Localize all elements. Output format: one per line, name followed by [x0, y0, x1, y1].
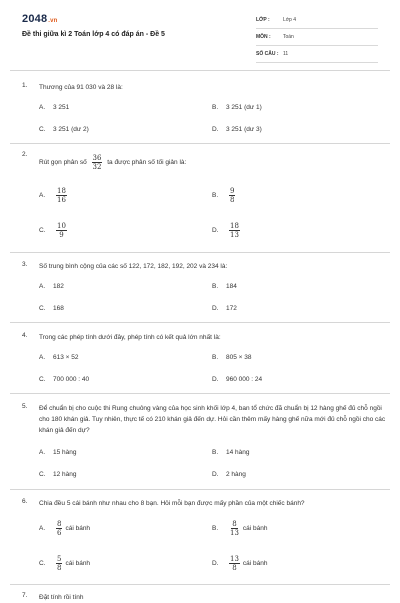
divider [10, 393, 390, 394]
meta-label: MÔN : [256, 34, 271, 40]
fraction: $\frac{18}{16}$ [57, 187, 66, 204]
option-a[interactable]: A. 182 [39, 283, 64, 290]
option-d[interactable]: D. 960 000 : 24 [212, 376, 263, 383]
option-text: 172 [226, 305, 237, 312]
option-a[interactable]: A. $\frac{8}{6}$ cái bánh [39, 520, 91, 537]
option-c[interactable]: C. 12 hàng [39, 471, 77, 478]
divider [10, 489, 390, 490]
option-b[interactable]: B. 805 × 38 [212, 354, 252, 361]
logo-suffix: .vn [48, 18, 58, 24]
question-number: 6. [22, 498, 28, 505]
divider [10, 322, 390, 323]
meta-label: SỐ CÂU : [256, 51, 279, 57]
fraction: $\frac{18}{13}$ [230, 222, 239, 239]
option-d[interactable]: D. 172 [212, 305, 237, 312]
option-c[interactable]: C. 168 [39, 305, 64, 312]
meta-label: LỚP : [256, 17, 270, 23]
question-number: 2. [22, 151, 28, 158]
option-a[interactable]: A. 613 × 52 [39, 354, 79, 361]
option-text: 2 hàng [226, 471, 246, 478]
meta-row-subject [256, 31, 378, 46]
fraction: $\frac{13}{8}$ [230, 555, 239, 572]
option-c[interactable]: C. 3 251 (dư 2) [39, 126, 89, 133]
option-text: 184 [226, 283, 237, 290]
question-text: Trong các phép tính dưới đây, phép tính có kết quả lớn nhất là: [39, 334, 221, 341]
question-text: Số trung bình cộng của các số 122, 172, 182, 192, 202 và 234 là: [39, 263, 228, 270]
question-number: 3. [22, 261, 28, 268]
option-c[interactable]: C. $\frac{5}{8}$ cái bánh [39, 555, 91, 572]
fraction: $\frac{8}{13}$ [230, 520, 239, 537]
option-text: 960 000 : 24 [226, 376, 263, 383]
option-unit: cái bánh [242, 560, 268, 568]
fraction: $\frac{5}{8}$ [57, 555, 62, 572]
option-text: 12 hàng [53, 471, 77, 478]
option-d[interactable]: D. 2 hàng [212, 471, 246, 478]
option-text: 14 hàng [226, 449, 250, 456]
divider [10, 584, 390, 585]
meta-value: 11 [283, 51, 289, 57]
option-d[interactable]: D. $\frac{18}{13}$ [212, 222, 239, 239]
option-b[interactable]: B. $\frac{8}{13}$ cái bánh [212, 520, 268, 537]
question-number: 4. [22, 332, 28, 339]
option-unit: cái bánh [65, 560, 91, 568]
option-unit: cái bánh [65, 525, 91, 533]
fraction: $\frac{8}{6}$ [57, 520, 62, 537]
option-d[interactable]: D. $\frac{13}{8}$ cái bánh [212, 555, 268, 572]
question-text: Rút gọn phân số $\frac{36}{32}$ ta được phân số tối giản là: [39, 154, 187, 171]
fraction: $\frac{9}{8}$ [230, 187, 235, 204]
question-text: Thương của 91 030 và 28 là: [39, 84, 123, 91]
option-b[interactable]: B. 184 [212, 283, 237, 290]
option-unit: cái bánh [242, 525, 268, 533]
option-text: 3 251 (dư 1) [226, 104, 262, 111]
option-a[interactable]: A. 15 hàng [39, 449, 77, 456]
meta-row-grade [256, 14, 378, 29]
question-text: Đặt tính rồi tính [39, 594, 84, 601]
option-text: 3 251 (dư 3) [226, 126, 262, 133]
fraction: $\frac{10}{9}$ [57, 222, 66, 239]
option-d[interactable]: D. 3 251 (dư 3) [212, 126, 262, 133]
fraction: $\frac{36}{32}$ [92, 154, 102, 171]
option-a[interactable]: A. $\frac{18}{16}$ [39, 187, 66, 204]
option-text: 700 000 : 40 [53, 376, 90, 383]
option-c[interactable]: C. $\frac{10}{9}$ [39, 222, 66, 239]
divider [10, 252, 390, 253]
option-text: 3 251 [53, 104, 70, 111]
option-text: 15 hàng [53, 449, 77, 456]
meta-info [256, 14, 378, 65]
divider [10, 143, 390, 144]
option-text: 182 [53, 283, 64, 290]
meta-value: Lớp 4 [283, 17, 297, 23]
option-b[interactable]: B. $\frac{9}{8}$ [212, 187, 235, 204]
page-header [0, 0, 400, 70]
question-number: 5. [22, 403, 28, 410]
meta-row-count [256, 48, 378, 63]
option-text: 805 × 38 [226, 354, 252, 361]
option-text: 613 × 52 [53, 354, 79, 361]
option-b[interactable]: B. 14 hàng [212, 449, 250, 456]
meta-value: Toán [283, 34, 294, 40]
option-b[interactable]: B. 3 251 (dư 1) [212, 104, 262, 111]
logo-main: 2048 [22, 13, 48, 25]
option-text: 168 [53, 305, 64, 312]
divider [10, 70, 390, 71]
question-text: Để chuẩn bị cho cuộc thi Rung chuông vàng của học sinh khối lớp 4, ban tổ chức đã chuẩn bị 12 hàng ghế đủ chỗ ngồi cho 180 khán giả. Tuy nhiên, thực tế có 210 khán giả đến dự. Hỏi cần thêm mấy hàng ghế nữa mới đủ chỗ ngồi cho các khán giả đến dự? [39, 405, 386, 434]
option-text: 3 251 (dư 2) [53, 126, 89, 133]
option-a[interactable]: A. 3 251 [39, 104, 70, 111]
question-text: Chia đều 5 cái bánh như nhau cho 8 bạn. Hỏi mỗi bạn được mấy phần của một chiếc bánh? [39, 500, 305, 507]
question-number: 7. [22, 592, 28, 599]
question-number: 1. [22, 82, 28, 89]
option-c[interactable]: C. 700 000 : 40 [39, 376, 90, 383]
page-title: Đề thi giữa kì 2 Toán lớp 4 có đáp án - Đề 5 [22, 31, 165, 38]
site-logo[interactable] [22, 13, 58, 25]
